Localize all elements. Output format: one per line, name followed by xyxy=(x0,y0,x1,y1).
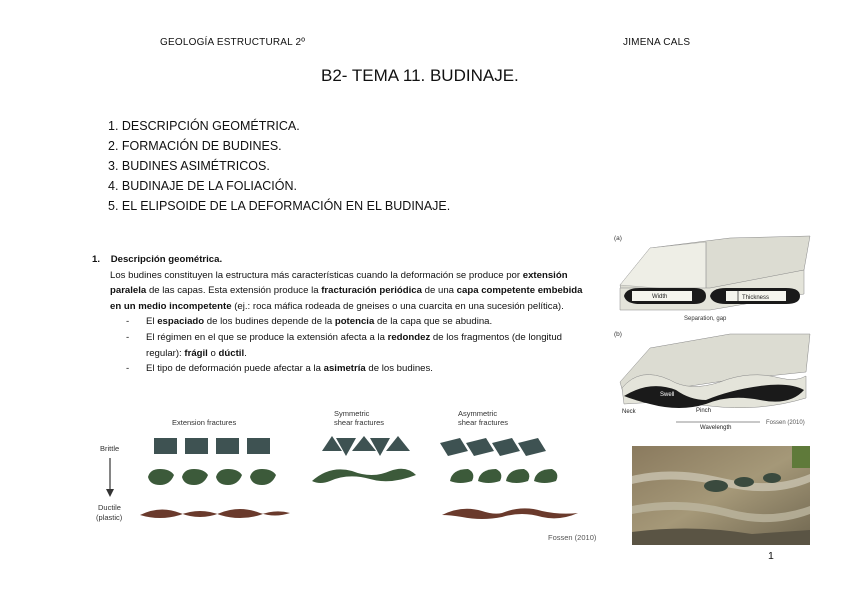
header-author: JIMENA CALS xyxy=(623,37,691,48)
section-description xyxy=(92,252,592,377)
row-brittle-asymmetric xyxy=(440,438,546,456)
row-brittle-extension xyxy=(154,438,270,454)
label-plastic: (plastic) xyxy=(96,513,123,522)
toc-item: 5. EL ELIPSOIDE DE LA DEFORMACIÓN EN EL BUDINAJE. xyxy=(108,199,451,213)
page-title: B2- TEMA 11. BUDINAJE. xyxy=(321,66,519,85)
bullet-item: - El régimen en el que se produce la extensión afecta a la redondez de los fragmentos (de longitud regular): frágil o dúctil. xyxy=(126,331,562,359)
row-ductile-asymmetric xyxy=(442,508,578,519)
header-course: GEOLOGÍA ESTRUCTURAL 2º xyxy=(160,37,306,48)
label-pinch: Pinch xyxy=(696,408,712,414)
boudin-geometry-figure xyxy=(610,230,815,432)
label-swell: Swell xyxy=(660,392,675,398)
section-paragraph: Los budines constituyen la estructura más características cuando la deformación se produce por extensión paralela de las capas. Esta extensión produce la fracturación periódica de una capa competente embebida en un medio incompetente (ej.: roca máfica rodeada de gneises o una cuarcita en una sucesión pelítica). xyxy=(110,269,583,312)
table-of-contents xyxy=(108,116,450,216)
row-mid-extension xyxy=(148,469,276,485)
label-thickness: Thickness xyxy=(742,295,770,301)
label-ductile: Ductile xyxy=(98,503,121,512)
label-asymmetric-shear: shear fractures xyxy=(458,418,509,427)
section-heading xyxy=(92,252,592,268)
row-mid-symmetric xyxy=(312,469,416,483)
label-wavelength: Wavelength xyxy=(700,425,732,431)
outcrop-photo xyxy=(632,446,810,545)
row-brittle-symmetric xyxy=(322,436,410,456)
section-number: 1. xyxy=(92,254,101,265)
label-symmetric: Symmetric xyxy=(334,409,370,418)
figure-credit: Fossen (2010) xyxy=(548,533,597,542)
label-asymmetric: Asymmetric xyxy=(458,409,498,418)
toc-item: 2. FORMACIÓN DE BUDINES. xyxy=(108,139,282,153)
section-heading-text: Descripción geométrica. xyxy=(110,254,223,265)
label-extension-fractures: Extension fractures xyxy=(172,418,237,427)
label-separation: Separation, gap xyxy=(684,316,727,322)
label-width: Width xyxy=(652,294,668,300)
toc-item: 3. BUDINES ASIMÉTRICOS. xyxy=(108,159,270,173)
toc-item: 4. BUDINAJE DE LA FOLIACIÓN. xyxy=(108,179,297,193)
arrow-head-icon xyxy=(106,489,114,497)
row-mid-asymmetric xyxy=(450,469,557,483)
page-number: 1 xyxy=(768,550,774,562)
bullet-item: - El espaciado de los budines depende de la potencia de la capa que se abudina. xyxy=(126,316,493,328)
label-neck: Neck xyxy=(622,409,636,415)
bullet-item: - El tipo de deformación puede afectar a la asimetría de los budines. xyxy=(126,363,433,375)
panel-a-label: (a) xyxy=(614,235,622,242)
toc-item: 1. DESCRIPCIÓN GEOMÉTRICA. xyxy=(108,119,300,133)
label-brittle: Brittle xyxy=(100,444,120,453)
boudin-types-figure xyxy=(90,405,605,547)
figure-credit: Fossen (2010) xyxy=(766,420,805,426)
label-symmetric-shear: shear fractures xyxy=(334,418,385,427)
row-ductile-extension xyxy=(140,509,290,518)
panel-b-label: (b) xyxy=(614,331,622,338)
